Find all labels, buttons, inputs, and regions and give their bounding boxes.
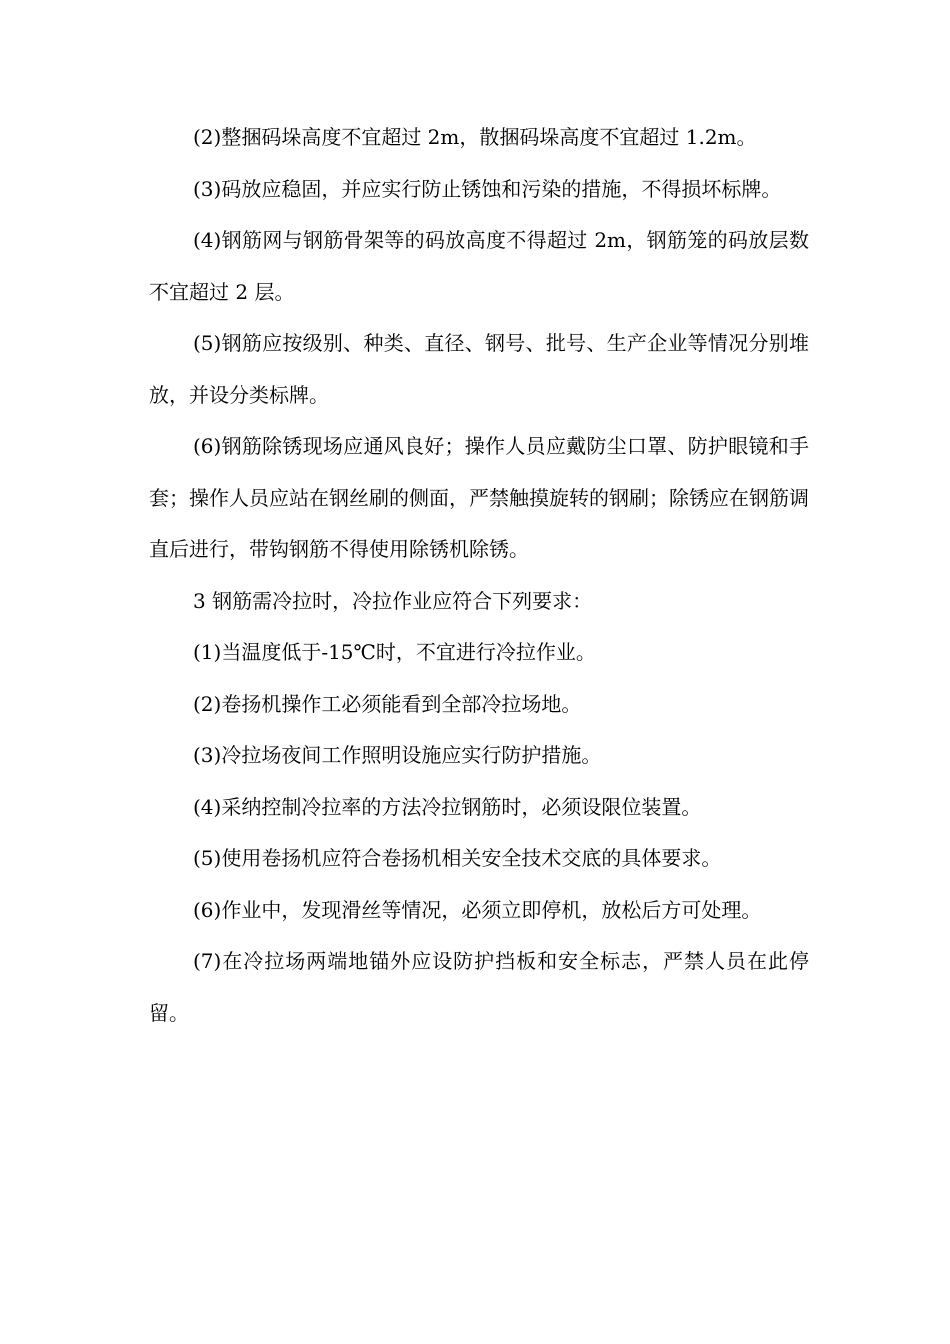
paragraph-slippage-stop: (6)作业中，发现滑丝等情况，必须立即停机，放松后方可处理。 [193,897,762,922]
paragraph-winch-requirements: (5)使用卷扬机应符合卷扬机相关安全技术交底的具体要求。 [193,846,722,870]
paragraph-rust-removal: (6)钢筋除锈现场应通风良好；操作人员应戴防尘口罩、防护眼镜和手套；操作人员应站在钢丝刷的侧面，严禁触摸旋转的钢刷；除锈应在钢筋调直后进行，带钩钢筋不得使用除锈机除锈。 [149,434,809,561]
paragraph-limit-device: (4)采纳控制冷拉率的方法冷拉钢筋时，必须设限位装置。 [193,794,702,819]
document-body [149,112,809,1039]
paragraph-mesh-cage-height: (4)钢筋网与钢筋骨架等的码放高度不得超过 2m，钢筋笼的码放层数不宜超过 2 层。 [149,228,809,304]
paragraph-stacking-height: (2)整捆码垛高度不宜超过 2m，散捆码垛高度不宜超过 1.2m。 [193,125,757,149]
paragraph-night-lighting: (3)冷拉场夜间工作照明设施应实行防护措施。 [193,743,602,767]
paragraph-stable-stacking: (3)码放应稳固，并应实行防止锈蚀和污染的措施，不得损坏标牌。 [193,176,782,201]
paragraph-low-temperature: (1)当温度低于-15℃时，不宜进行冷拉作业。 [193,640,596,664]
paragraph-winch-operator: (2)卷扬机操作工必须能看到全部冷拉场地。 [193,691,582,716]
paragraph-sorted-storage: (5)钢筋应按级别、种类、直径、钢号、批号、生产企业等情况分别堆放，并设分类标牌。 [149,331,809,407]
paragraph-guard-plates: (7)在冷拉场两端地锚外应设防护挡板和安全标志，严禁人员在此停留。 [149,949,809,1025]
paragraph-cold-drawing-heading: 3 钢筋需冷拉时，冷拉作业应符合下列要求： [193,588,593,613]
